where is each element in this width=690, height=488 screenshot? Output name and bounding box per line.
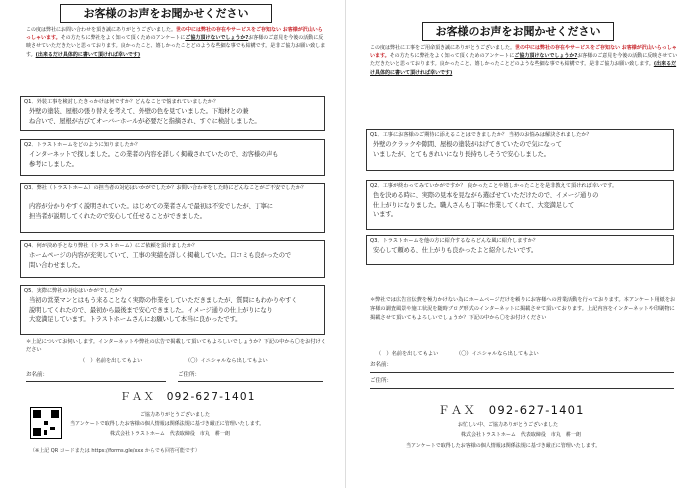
- right-q1-box: [366, 129, 674, 171]
- left-permission-note: ＊上記についてお伺いします。インターネットや弊社の広告で掲載して頂いてもよろしいでしょうか？下記の中から〇をお付けください: [26, 339, 326, 353]
- right-fax-number: ＦＡＸ 092-627-1401: [438, 403, 585, 417]
- left-q3-answer: 内容が分かりやすく説明されていた。はじめての業者さんで最初は不安でしたが、丁寧に 担当者が説明してくれたので安心して任せることができました。: [29, 203, 273, 220]
- left-q5-answer: 当初の営業マンとはもう来ることなく実際の作業をしていただきましたが、質問にもわかりやすく 説明してくれたので、最初から最後まで安心できました。イメージ通りの仕上がりになり 大変満足しています。トラストホームさんにお願いして本当に良かったです。: [29, 297, 298, 323]
- left-q3-box: [20, 183, 325, 233]
- right-q1-answer: 外壁のクラックや隙間、屋根の塗装がはげてきていたので気になって いましたが、とてもきれいになり長持ちしそうで安心しました。: [373, 141, 562, 158]
- right-name-field[interactable]: お名前：: [370, 360, 674, 373]
- left-q4-answer: ホームページの内容が充実していて、工事の実績を詳しく掲載していた。口コミも良かったので 問い合わせました。: [29, 252, 291, 269]
- left-thanks: ご協力ありがとうございました: [140, 412, 211, 418]
- right-q2-label: Q2．工事が終わってみていかがですか？ 良かったことや嬉しかったことを是非教えて頂ければ幸いです。: [370, 183, 618, 189]
- right-q2-box: [366, 180, 674, 230]
- right-option-name[interactable]: （ ）名前を出してもよい: [376, 351, 439, 357]
- right-intro: この度は弊社に工事をご用命頂き誠にありがとうございました。世の中には弊社の存在やサービスをご存知ない お客様が沢山いらっしゃいます。その方たちに弊社をよく知って頂くためのアンケートにご協力頂けないでしょうか?お客様のご意見を今後の活動に反映させていただきたいと思っております。良かったこと、嬉しかったことどのような些細な事でも結構です。是非ご協力お願い致します。(出来るだけ具体的に書いて頂ければ幸いです): [370, 45, 678, 76]
- left-title: お客様のお声をお聞かせください: [60, 4, 272, 23]
- left-q2-label: Q2．トラストホームをどのように知りましたか？: [24, 142, 141, 148]
- left-name-field[interactable]: お名前：: [26, 370, 166, 382]
- right-q3-label: Q3．トラストホームを他の方に紹介するならどんな風に紹介しますか？: [370, 238, 539, 244]
- left-q1-box: [20, 96, 325, 131]
- qr-code-icon[interactable]: [30, 407, 62, 439]
- right-thanks: お忙しい中、ご協力ありがとうございました: [458, 422, 559, 428]
- right-permission-note: ＊弊社では広告宣伝費を極力かけない為にホームページだけを頼りにお客様への営業活動を行っております。本アンケート用紙をお客様の調査風景や施工状況を随時ブログ形式のインターネットに掲載させて頂いております。上記内容をインターネットや印刷物に掲載させて頂いてもよろしいでしょうか？下記の中から〇をお付けください: [370, 297, 676, 321]
- left-address-field[interactable]: ご住所：: [178, 370, 323, 382]
- left-q3-label: Q3．弊社（トラストホーム）の担当者の対応はいかがでしたか？お問い合わせをした時にどんなことがご不安でしたか？: [24, 185, 307, 191]
- right-address-field[interactable]: ご住所：: [370, 376, 674, 389]
- left-intro: この度は弊社にお問い合わせを頂き誠にありがとうございました。世の中には弊社の存在やサービスをご存知ない お客様が沢山いらっしゃいます。その方たちに弊社をよく知って頂くためのアンケートにご協力頂けないでしょうか?お客様のご意見を今後の活動に反映させていただきたいと思っております。良かったこと、嬉しかったことどのような些細な事でも結構です。是非ご協力お願い致します。(出来るだけ具体的に書いて頂ければ幸いです): [26, 27, 326, 58]
- left-fax-number: ＦＡＸ 092-627-1401: [120, 391, 256, 403]
- right-company: 株式会社トラストホーム 代表取締役 市丸 耕一朗: [461, 432, 581, 438]
- right-privacy-note: 当アンケートで取得したお客様の個人情報は関係法規に基づき厳正に管理いたします。: [406, 443, 601, 449]
- right-title: お客様のお声をお聞かせください: [422, 22, 614, 41]
- right-option-initial[interactable]: （〇）イニシャルなら出してもよい: [456, 351, 539, 357]
- left-qr-note: （※上記 QR コードまたは https://forms.gle/xxx からでも回答可能です）: [30, 448, 200, 454]
- left-q4-box: [20, 240, 325, 278]
- left-q1-label: Q1．外装工事を検討したきっかけは何ですか？どんなことで悩まれていましたか？: [24, 99, 219, 105]
- right-q2-answer: 色を決める時に、実際の見本を見ながら選ばせていただけたので、イメージ通りの 仕上がりになりました。職人さんも丁寧に作業してくれて、大変満足して います。: [373, 192, 599, 218]
- right-q1-label: Q1．工事にお客様のご期待に添えることはできましたか？ 当初のお悩みは解決されましたか？: [370, 132, 592, 138]
- left-privacy-note: 当アンケートで取得したお客様の個人情報は関係法規に基づき厳正に管理いたします。: [70, 421, 265, 427]
- left-q4-label: Q4．何が決め手となり弊社（トラストホーム）にご依頼を頂けましたか？: [24, 243, 198, 249]
- right-survey-sheet: [345, 0, 690, 488]
- left-q5-box: [20, 285, 325, 335]
- left-q1-answer: 外壁の塗装、屋根の張り替えを考えて、外壁の色を見ていました。下地材との兼 ね合いで、屋根が古びてオーバーホールが必要だと指摘され、すぐに検討しました。: [29, 108, 261, 125]
- left-q2-box: [20, 139, 325, 176]
- left-option-name[interactable]: （ ）名前を出してもよい: [80, 358, 143, 364]
- right-q3-box: [366, 235, 674, 265]
- right-q3-answer: 安心して頼める、仕上がりも良かったよと紹介したいです。: [373, 247, 538, 254]
- left-option-initial[interactable]: （〇）イニシャルなら出してもよい: [185, 358, 268, 364]
- left-q2-answer: インターネットで探しました。この業者の内容を詳しく掲載されていたので、お客様の声も 参考にしました。: [29, 151, 279, 168]
- left-company: 株式会社トラストホーム 代表取締役 市丸 耕一朗: [110, 431, 230, 437]
- left-q5-label: Q5．実際に弊社の対応はいかがでしたか？: [24, 288, 125, 294]
